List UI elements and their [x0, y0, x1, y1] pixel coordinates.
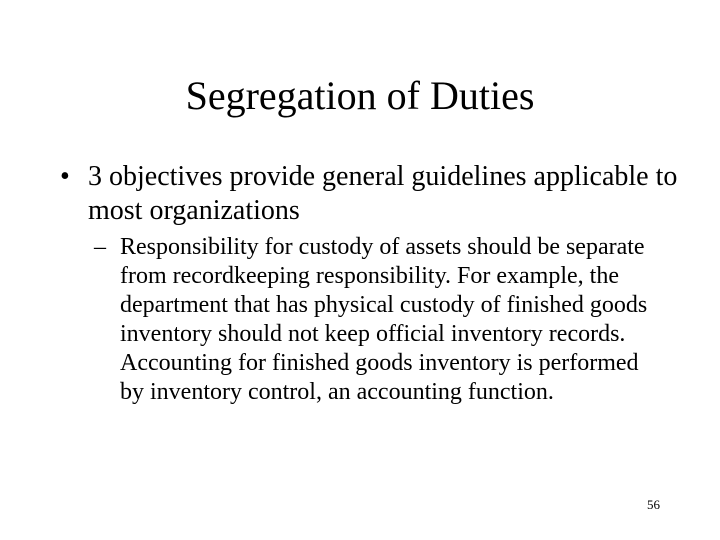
sub-bullet-text: Responsibility for custody of assets should be separate from recordkeeping responsibility. For example, the department that has physical custody of finished goods inventory should not keep official inventory records. Accounting for finished goods inventory is performed by inventory control, an accounting function. [120, 234, 648, 405]
bullet-marker: • [60, 161, 70, 192]
sub-bullet-marker: – [94, 234, 106, 260]
bullet-text: 3 objectives provide general guidelines applicable to most organizations [88, 161, 678, 226]
page-number: 56 [647, 497, 660, 512]
sub-bullet-item [94, 233, 664, 407]
bullet-item [60, 160, 680, 228]
slide-title: Segregation of Duties [185, 73, 535, 118]
